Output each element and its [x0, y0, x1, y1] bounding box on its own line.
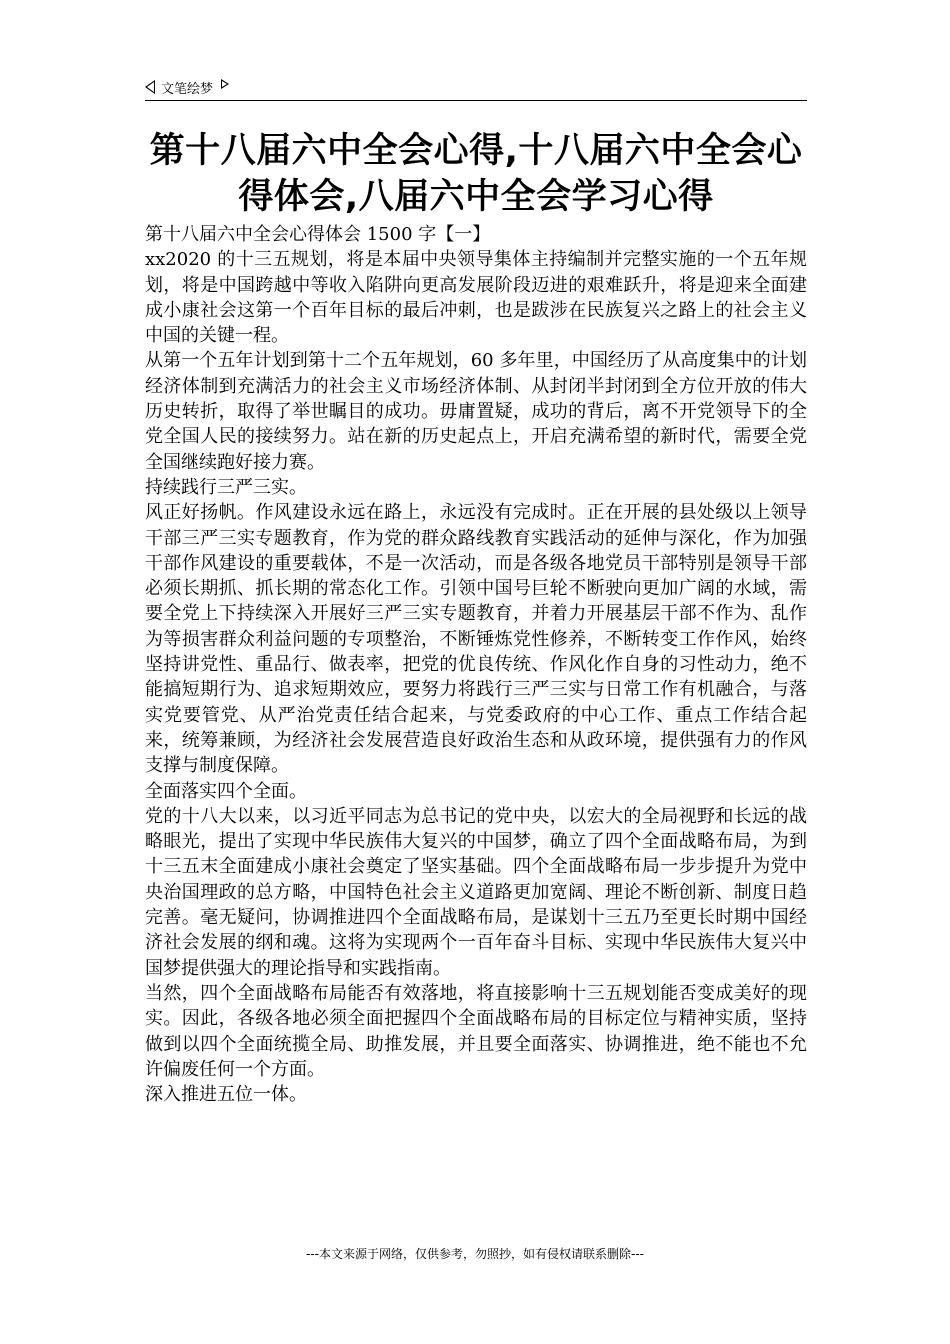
section-heading: 深入推进五位一体。: [145, 1084, 307, 1106]
section-heading: 全面落实四个全面。: [145, 780, 307, 802]
page-header: [145, 74, 807, 101]
paragraph: 党的十八大以来，以习近平同志为总书记的党中央，以宏大的全局视野和长远的战略眼光，提出了实现中华民族伟大复兴的中国梦，确立了四个全面战略布局，为到十三五末全面建成小康社会奠定了坚实基础。四个全面战略布局一步步提升为党中央治国理政的总方略，中国特色社会主义道路更加宽阔、理论不断创新、制度日趋完善。毫无疑问，协调推进四个全面战略布局，是谋划十三五乃至更长时期中国经济社会发展的纲和魂。这将为实现两个一百年奋斗目标、实现中华民族伟大复兴中国梦提供强大的理论指导和实践指南。: [145, 805, 807, 979]
triangle-right-icon: [221, 79, 229, 89]
page-footer-notice: ---本文来源于网络，仅供参考，勿照抄，如有侵权请联系删除---: [306, 1247, 644, 1261]
paragraph: 当然，四个全面战略布局能否有效落地，将直接影响十三五规划能否变成美好的现实。因此，各级各地必须全面把握四个全面战略布局的目标定位与精神实质，坚持做到以四个全面统揽全局、助推发展，并且要全面落实、协调推进，绝不能也不允许偏废任何一个方面。: [145, 982, 807, 1080]
section-heading: 持续践行三严三实。: [145, 476, 307, 498]
header-brand-text: 文笔绘梦: [161, 81, 214, 97]
paragraph: 第十八届六中全会心得体会 1500 字【一】: [145, 224, 491, 245]
document-title: 第十八届六中全会心得,十八届六中全会心得体会,八届六中全会学习心得: [149, 131, 803, 217]
document-body: [145, 222, 807, 1107]
triangle-left-icon: [145, 80, 155, 94]
paragraph: 风正好扬帆。作风建设永远在路上，永远没有完成时。正在开展的县处级以上领导干部三严三实专题教育，作为党的群众路线教育实践活动的延伸与深化，作为加强干部作风建设的重要载体，不是一次活动，而是各级各地党员干部特别是领导干部必须长期抓、抓长期的常态化工作。引领中国号巨轮不断驶向更加广阔的水域，需要全党上下持续深入开展好三严三实专题教育，并着力开展基层干部不作为、乱作为等损害群众利益问题的专项整治，不断锤炼党性修养，不断转变工作作风，始终坚持讲党性、重品行、做表率，把党的优良传统、作风化作自身的习性动力，绝不能搞短期行为、追求短期效应，要努力将践行三严三实与日常工作有机融合，与落实党要管党、从严治党责任结合起来，与党委政府的中心工作、重点工作结合起来，统筹兼顾，为经济社会发展营造良好政治生态和从政环境，提供强有力的作风支撑与制度保障。: [145, 502, 807, 777]
paragraph: 从第一个五年计划到第十二个五年规划，60 多年里，中国经历了从高度集中的计划经济体制到充满活力的社会主义市场经济体制、从封闭半封闭到全方位开放的伟大历史转折，取得了举世瞩目的成功。毋庸置疑，成功的背后，离不开党领导下的全党全国人民的接续努力。站在新的历史起点上，开启充满希望的新时代，需要全党全国继续跑好接力赛。: [145, 350, 807, 473]
header-brand: [145, 76, 229, 98]
paragraph: xx2020 的十三五规划，将是本届中央领导集体主持编制并完整实施的一个五年规划，将是中国跨越中等收入陷阱向更高发展阶段迈进的艰难跃升，将是迎来全面建成小康社会这第一个百年目标的最后冲刺，也是跋涉在民族复兴之路上的社会主义中国的关键一程。: [145, 249, 807, 347]
